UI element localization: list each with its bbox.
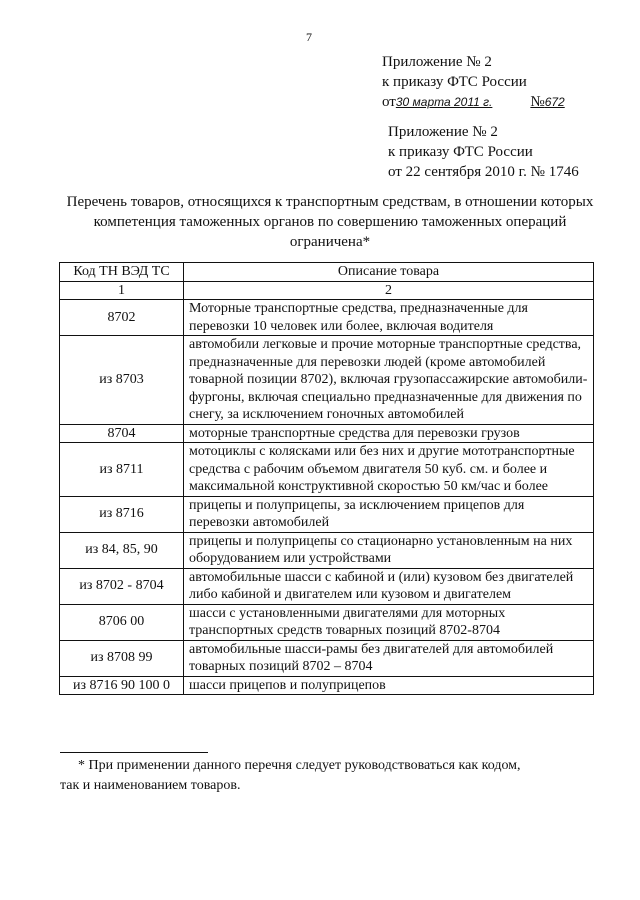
appendix-new-block [382,52,565,112]
footnote-line1: * При применении данного перечня следует руководствоваться как кодом, [78,758,521,773]
header-code: Код ТН ВЭД ТС [60,263,184,282]
row-code: из 8711 [60,443,184,497]
row-code: из 8708 99 [60,640,184,676]
row-description: прицепы и полуприцепы, за исключением прицепов для перевозки автомобилей [184,496,594,532]
appendix-old-line1: Приложение № 2 [388,124,498,140]
page-number: 7 [306,30,312,44]
row-description: автомобильные шасси с кабиной и (или) кузовом без двигателей либо кабиной и двигателем или кузовом и двигателем [184,568,594,604]
table-row [60,443,594,497]
row-description: автомобили легковые и прочие моторные транспортные средства, предназначенные для перевозки людей (кроме автомобилей товарной позиции 8702), включая грузопассажирские автомобили-фургоны, включая специально предназначенные для движения по снегу, за исключением гоночных автомобилей [184,336,594,425]
appendix-new-line1: Приложение № 2 [382,54,492,70]
row-code: из 84, 85, 90 [60,532,184,568]
table-row [60,424,594,443]
table-header-row [60,263,594,282]
row-description: автомобильные шасси-рамы без двигателей для автомобилей товарных позиций 8702 – 8704 [184,640,594,676]
table-row [60,676,594,695]
row-description: шасси с установленными двигателями для моторных транспортных средств товарных позиций 8702-8704 [184,604,594,640]
row-code: из 8716 90 100 0 [60,676,184,695]
appendix-old-line2: к приказу ФТС России [388,144,533,160]
table-row [60,640,594,676]
row-description: моторные транспортные средства для перевозки грузов [184,424,594,443]
row-code: из 8703 [60,336,184,425]
row-description: Моторные транспортные средства, предназначенные для перевозки 10 человек или более, включая водителя [184,300,594,336]
appendix-new-line2: к приказу ФТС России [382,74,527,90]
footnote-divider [60,752,208,753]
table-row [60,568,594,604]
header-description: Описание товара [184,263,594,282]
appendix-new-date-line [382,92,565,112]
row-code: из 8716 [60,496,184,532]
table-row [60,300,594,336]
row-description: шасси прицепов и полуприцепов [184,676,594,695]
table-row [60,496,594,532]
footnote-line2: так и наименованием товаров. [60,778,241,793]
row-code: из 8702 - 8704 [60,568,184,604]
row-code: 8706 00 [60,604,184,640]
row-description: прицепы и полуприцепы со стационарно установленным на них оборудованием или устройствами [184,532,594,568]
number-prefix: № [530,94,545,110]
table-row [60,532,594,568]
colnum-2: 2 [184,281,594,300]
date-prefix: от [382,94,396,110]
order-date: 30 марта 2011 г. [395,95,493,109]
colnum-1: 1 [60,281,184,300]
row-code: 8704 [60,424,184,443]
order-number: 672 [544,95,565,109]
row-code: 8702 [60,300,184,336]
table-row [60,336,594,425]
table-row [60,604,594,640]
document-title: Перечень товаров, относящихся к транспортным средствам, в отношении которых компетенция таможенных органов по совершению таможенных операций ограничена* [66,194,594,250]
appendix-old-block [388,122,579,182]
goods-table [59,262,594,695]
table-colnum-row [60,281,594,300]
row-description: мотоциклы с колясками или без них и другие мототранспортные средства с рабочим объемом двигателя 50 куб. см. и более и максимальной конструктивной скоростью 50 км/час и более [184,443,594,497]
appendix-old-line3: от 22 сентября 2010 г. № 1746 [388,164,579,180]
